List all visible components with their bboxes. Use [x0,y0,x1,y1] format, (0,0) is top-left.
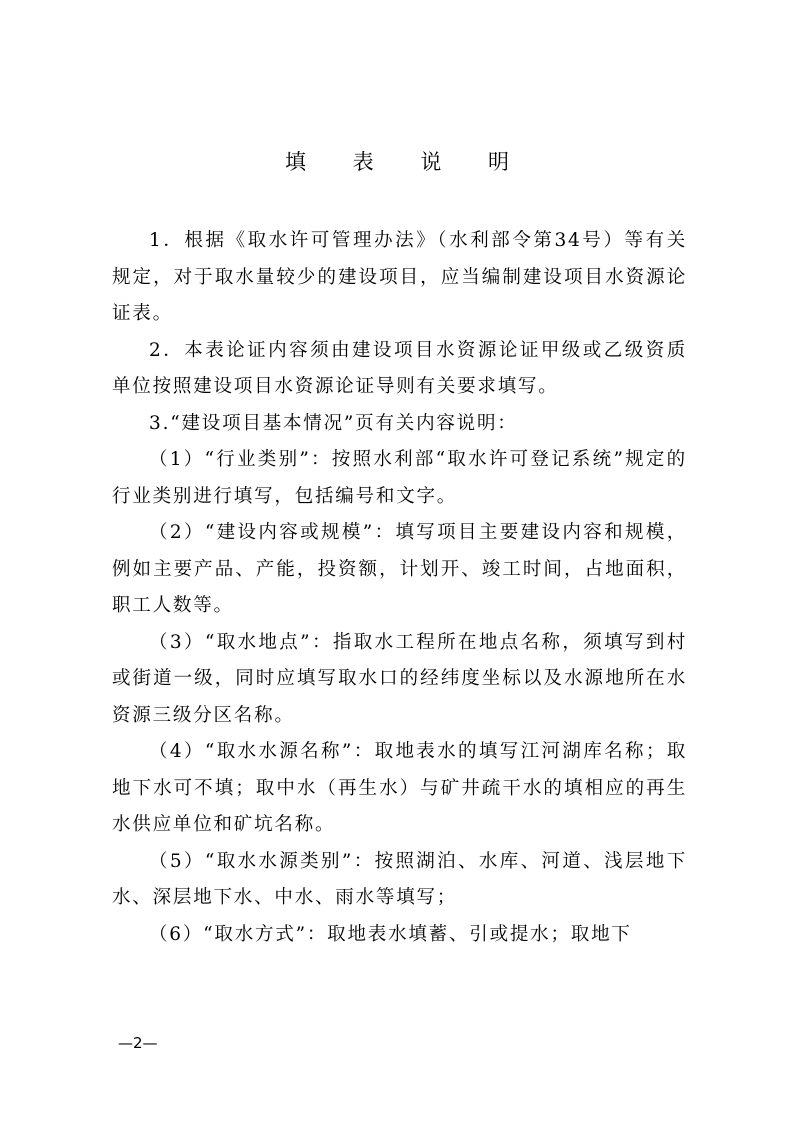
paragraph-6: （3）“取水地点”：指取水工程所在地点名称，须填写到村或街道一级，同时应填写取水口的经纬度坐标以及水源地所在水资源三级分区名称。 [112,631,687,726]
document-body [112,223,687,953]
paragraph-8: （5）“取水水源类别”：按照湖泊、水库、河道、浅层地下水、深层地下水、中水、雨水等填写； [112,850,687,908]
paragraph-4: （1）“行业类别”：按照水利部“取水许可登记系统”规定的行业类别进行填写，包括编号和文字。 [112,449,687,507]
paragraph-2: 2．本表论证内容须由建设项目水资源论证甲级或乙级资质单位按照建设项目水资源论证导则有关要求填写。 [112,339,687,397]
page-title: 填 表 说 明 [284,150,530,174]
paragraph-9: （6）“取水方式”：取地表水填蓄、引或提水；取地下 [149,923,632,945]
paragraph-5: （2）“建设内容或规模”：填写项目主要建设内容和规模，例如主要产品、产能，投资额，计划开、竣工时间，占地面积，职工人数等。 [112,522,687,616]
paragraph-7: （4）“取水水源名称”：取地表水的填写江河湖库名称；取地下水可不填；取中水（再生水）与矿井疏干水的填相应的再生水供应单位和矿坑名称。 [112,741,687,835]
page-number: —2— [118,1034,158,1052]
paragraph-3: 3.“建设项目基本情况”页有关内容说明： [149,412,518,434]
paragraph-1: 1．根据《取水许可管理办法》（水利部令第34号）等有关规定，对于取水量较少的建设项目，应当编制建设项目水资源论证表。 [112,230,687,324]
